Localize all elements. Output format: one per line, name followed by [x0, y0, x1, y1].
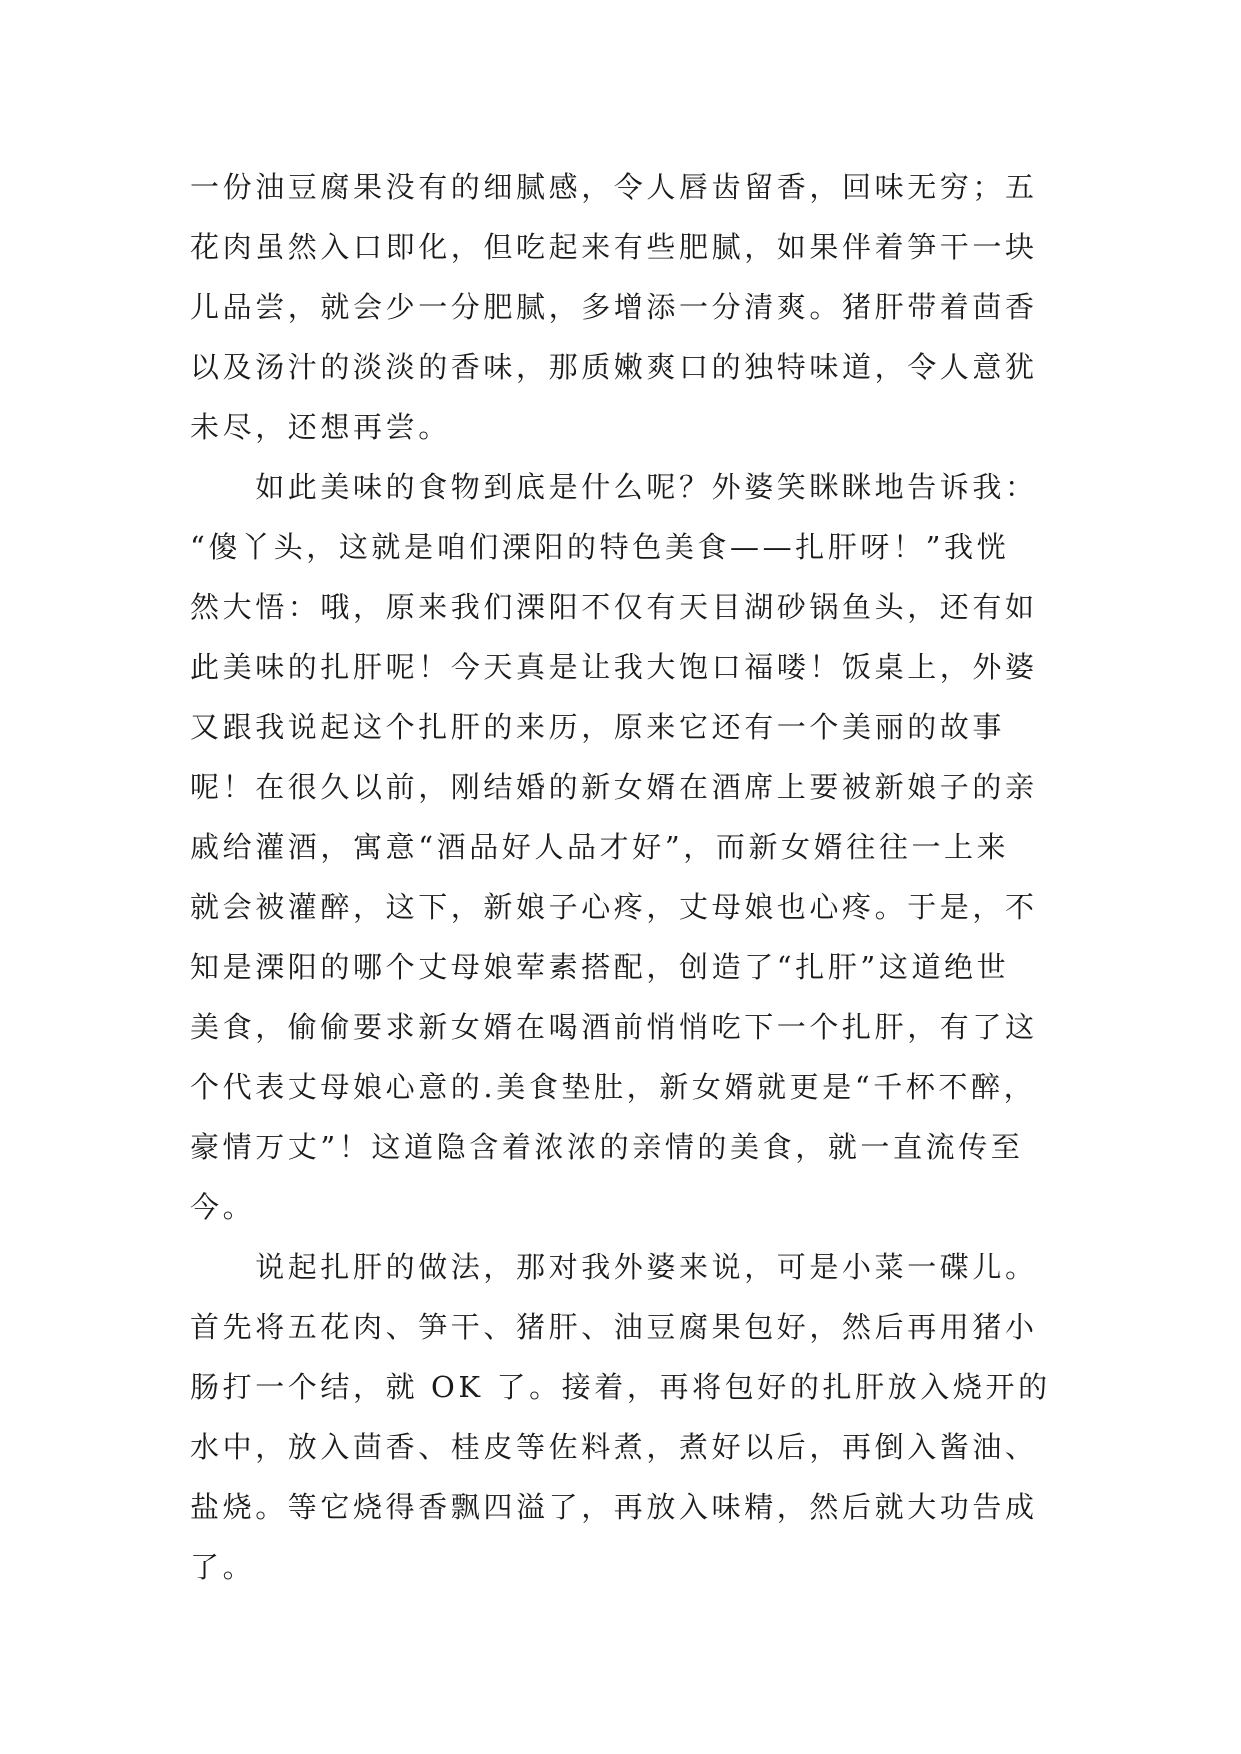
text-line: 又跟我说起这个扎肝的来历，原来它还有一个美丽的故事: [190, 710, 1006, 744]
text-line: 就会被灌醉，这下，新娘子心疼，丈母娘也心疼。于是，不: [190, 890, 1038, 924]
text-line: 说起扎肝的做法，那对我外婆来说，可是小菜一碟儿。: [190, 1250, 1038, 1284]
text-line: 如此美味的食物到底是什么呢？外婆笑眯眯地告诉我：: [190, 470, 1038, 504]
text-line: 知是溧阳的哪个丈母娘荤素搭配，创造了“扎肝”这道绝世: [190, 950, 1010, 984]
text-line: 以及汤汁的淡淡的香味，那质嫩爽口的独特味道，令人意犹: [190, 350, 1038, 384]
text-line: 未尽，还想再尝。: [190, 410, 451, 444]
text-line: 水中，放入茴香、桂皮等佐料煮，煮好以后，再倒入酱油、: [190, 1430, 1038, 1464]
text-line: 花肉虽然入口即化，但吃起来有些肥腻，如果伴着笋干一块: [190, 230, 1038, 264]
text-line: 儿品尝，就会少一分肥腻，多增添一分清爽。猪肝带着茴香: [190, 290, 1038, 324]
text-line: 美食，偷偷要求新女婿在喝酒前悄悄吃下一个扎肝，有了这: [190, 1010, 1038, 1044]
text-line: 戚给灌酒，寓意“酒品好人品才好”，而新女婿往往一上来: [190, 830, 1010, 864]
text-line: 然大悟：哦，原来我们溧阳不仅有天目湖砂锅鱼头，还有如: [190, 590, 1038, 624]
text-line: 盐烧。等它烧得香飘四溢了，再放入味精，然后就大功告成: [190, 1490, 1038, 1524]
text-line: 今。: [190, 1190, 256, 1224]
paragraph-3: [190, 1237, 1050, 1597]
text-line: 一份油豆腐果没有的细腻感，令人唇齿留香，回味无穷；五: [190, 170, 1038, 204]
text-line: 豪情万丈”！这道隐含着浓浓的亲情的美食，就一直流传至: [190, 1130, 1024, 1164]
text-line: 首先将五花肉、笋干、猪肝、油豆腐果包好，然后再用猪小: [190, 1310, 1038, 1344]
text-line: 呢！在很久以前，刚结婚的新女婿在酒席上要被新娘子的亲: [190, 770, 1038, 804]
article-body: [190, 157, 1050, 1597]
text-line: 了。: [190, 1550, 256, 1584]
text-line: 肠打一个结，就 OK 了。接着，再将包好的扎肝放入烧开的: [190, 1370, 1051, 1404]
text-line: 此美味的扎肝呢！今天真是让我大饱口福喽！饭桌上，外婆: [190, 650, 1038, 684]
paragraph-2: [190, 457, 1050, 1237]
paragraph-1: [190, 157, 1050, 457]
text-line: 个代表丈母娘心意的.美食垫肚，新女婿就更是“千杯不醉，: [190, 1070, 1037, 1104]
text-line: “傻丫头，这就是咱们溧阳的特色美食——扎肝呀！”我恍: [190, 530, 1010, 564]
